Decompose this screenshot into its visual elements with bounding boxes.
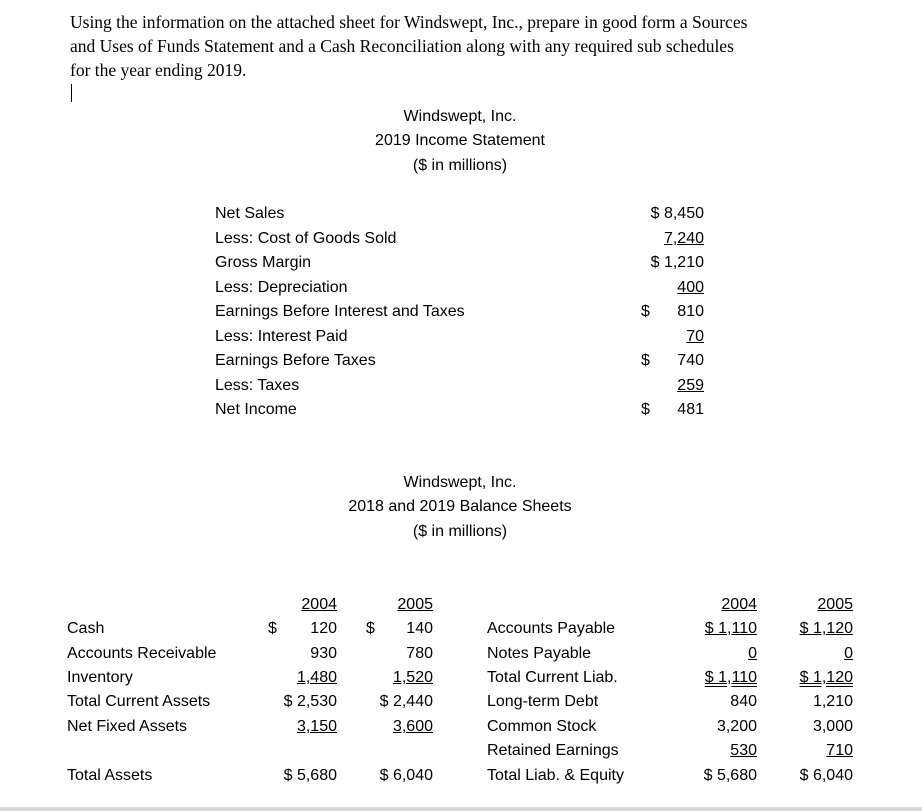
is-row-value: 740 [677, 352, 704, 369]
is-row-label: Net Sales [215, 205, 285, 222]
bs-title: 2018 and 2019 Balance Sheets [348, 498, 572, 515]
is-row-value: 810 [677, 303, 704, 320]
liab-value-2004: $ 5,680 [703, 767, 757, 784]
is-row-value: 400 [677, 279, 704, 296]
is-row-label: Earnings Before Taxes [215, 352, 376, 369]
bs-units: ($ in millions) [412, 523, 508, 540]
is-row-value: $ 8,450 [650, 205, 704, 222]
window-bottom-edge [0, 807, 922, 811]
liab-year-header: 2004 [721, 596, 757, 613]
asset-value-2005: 1,520 [392, 669, 433, 686]
asset-label: Cash [67, 620, 105, 637]
asset-value-2004: 3,150 [296, 718, 337, 735]
liab-value-2005: $ 1,120 [799, 669, 853, 686]
asset-currency: $ [366, 620, 375, 637]
liab-label: Notes Payable [487, 645, 592, 662]
liab-label: Common Stock [487, 718, 597, 735]
is-row-value: $ 1,210 [650, 254, 704, 271]
prompt-line-3: for the year ending 2019. [70, 60, 247, 80]
is-row-currency: $ [641, 352, 650, 369]
asset-value-2005: 140 [406, 620, 433, 637]
liab-label: Retained Earnings [487, 742, 619, 759]
asset-label: Total Current Assets [67, 693, 211, 710]
is-row-value: 481 [677, 401, 704, 418]
asset-value-2004: $ 5,680 [283, 767, 337, 784]
is-row-label: Less: Taxes [215, 377, 300, 394]
liab-value-2005: $ 1,120 [799, 620, 853, 637]
liab-label: Long-term Debt [487, 693, 599, 710]
liab-value-2005: 710 [826, 742, 853, 759]
liab-value-2004: 530 [730, 742, 757, 759]
is-row-label: Less: Depreciation [215, 279, 348, 296]
assets-year-header: 2004 [301, 596, 337, 613]
is-row-currency: $ [641, 401, 650, 418]
liab-value-2004: $ 1,110 [704, 669, 757, 686]
is-row-currency: $ [641, 303, 650, 320]
is-row-value: 70 [686, 328, 704, 345]
assets-year-header: 2005 [397, 596, 433, 613]
is-row-label: Less: Interest Paid [215, 328, 348, 345]
asset-label: Inventory [67, 669, 133, 686]
asset-label: Accounts Receivable [67, 645, 217, 662]
is-units: ($ in millions) [412, 157, 508, 174]
liab-label: Total Current Liab. [487, 669, 618, 686]
asset-label: Total Assets [67, 767, 153, 784]
asset-value-2005: 780 [406, 645, 433, 662]
liab-value-2005: 3,000 [812, 718, 853, 735]
bs-company: Windswept, Inc. [403, 474, 517, 491]
liab-value-2004: 0 [748, 645, 757, 662]
liab-value-2004: 840 [730, 693, 757, 710]
asset-value-2004: 120 [310, 620, 337, 637]
is-row-label: Net Income [215, 401, 297, 418]
asset-label: Net Fixed Assets [67, 718, 188, 735]
is-row-label: Less: Cost of Goods Sold [215, 230, 397, 247]
asset-currency: $ [268, 620, 277, 637]
liab-value-2004: 3,200 [716, 718, 757, 735]
asset-value-2005: $ 2,440 [379, 693, 433, 710]
asset-value-2004: 930 [310, 645, 337, 662]
liab-label: Accounts Payable [487, 620, 616, 637]
liab-value-2005: $ 6,040 [799, 767, 853, 784]
liab-label: Total Liab. & Equity [487, 767, 624, 784]
liab-year-header: 2005 [817, 596, 853, 613]
question-prompt [70, 10, 870, 82]
asset-value-2004: $ 2,530 [283, 693, 337, 710]
liab-value-2005: 1,210 [812, 693, 853, 710]
is-row-label: Gross Margin [215, 254, 312, 271]
is-row-label: Earnings Before Interest and Taxes [215, 303, 465, 320]
text-cursor[interactable] [71, 84, 72, 102]
prompt-line-2: and Uses of Funds Statement and a Cash Reconciliation along with any required sub schedules [70, 36, 734, 56]
asset-value-2005: $ 6,040 [379, 767, 433, 784]
is-title: 2019 Income Statement [375, 132, 545, 149]
is-row-value: 259 [677, 377, 704, 394]
is-company: Windswept, Inc. [403, 108, 517, 125]
liab-value-2004: $ 1,110 [704, 620, 757, 637]
asset-value-2005: 3,600 [392, 718, 433, 735]
prompt-line-1: Using the information on the attached sheet for Windswept, Inc., prepare in good form a Sources [70, 12, 748, 32]
liab-value-2005: 0 [844, 645, 853, 662]
asset-value-2004: 1,480 [296, 669, 337, 686]
is-row-value: 7,240 [663, 230, 704, 247]
